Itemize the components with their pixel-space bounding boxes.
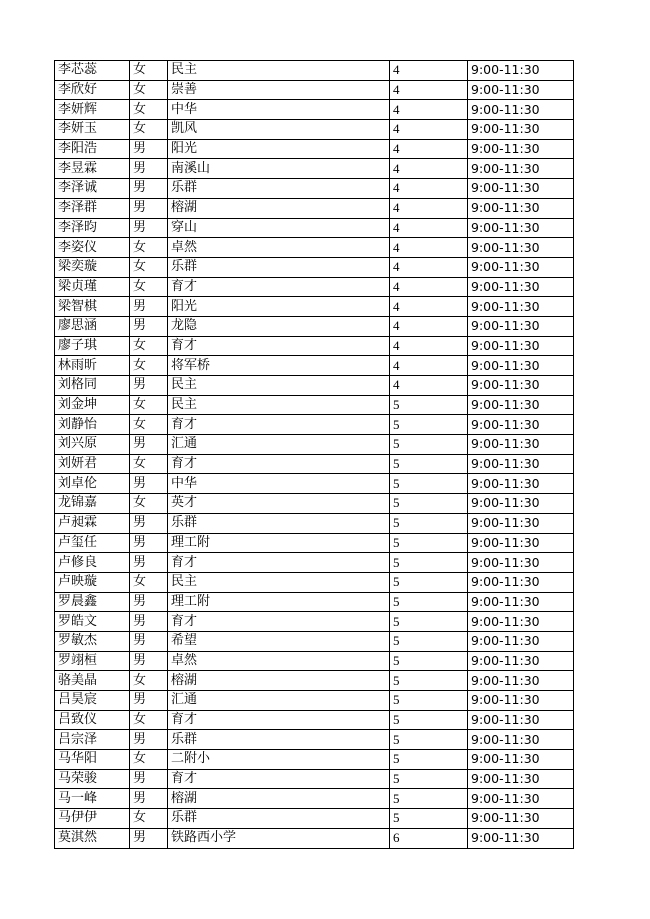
school-cell: 中华 [168,100,390,120]
student-roster-table [54,60,574,849]
school-cell: 育才 [168,415,390,435]
student-name-cell: 李泽诚 [55,179,130,199]
school-cell: 凯风 [168,120,390,140]
time-slot-cell: 9:00-11:30 [468,671,574,691]
grade-cell: 5 [390,415,468,435]
time-slot-cell: 9:00-11:30 [468,533,574,553]
gender-cell: 男 [130,159,168,179]
time-slot-cell: 9:00-11:30 [468,474,574,494]
grade-cell: 5 [390,769,468,789]
student-name-cell: 刘兴原 [55,435,130,455]
student-name-cell: 李泽群 [55,198,130,218]
student-name-cell: 廖思涵 [55,316,130,336]
school-cell: 育才 [168,612,390,632]
grade-cell: 4 [390,100,468,120]
student-name-cell: 卢修良 [55,553,130,573]
table-row [55,395,574,415]
time-slot-cell: 9:00-11:30 [468,179,574,199]
school-cell: 英才 [168,494,390,514]
gender-cell: 男 [130,789,168,809]
student-name-cell: 廖子琪 [55,336,130,356]
grade-cell: 5 [390,435,468,455]
time-slot-cell: 9:00-11:30 [468,139,574,159]
school-cell: 乐群 [168,809,390,829]
grade-cell: 4 [390,257,468,277]
gender-cell: 女 [130,494,168,514]
school-cell: 乐群 [168,179,390,199]
time-slot-cell: 9:00-11:30 [468,395,574,415]
student-name-cell: 马伊伊 [55,809,130,829]
table-row [55,474,574,494]
grade-cell: 5 [390,809,468,829]
grade-cell: 5 [390,789,468,809]
school-cell: 民主 [168,376,390,396]
grade-cell: 5 [390,691,468,711]
table-row [55,513,574,533]
grade-cell: 4 [390,218,468,238]
gender-cell: 女 [130,809,168,829]
table-row [55,139,574,159]
time-slot-cell: 9:00-11:30 [468,750,574,770]
gender-cell: 女 [130,710,168,730]
gender-cell: 女 [130,671,168,691]
table-row [55,691,574,711]
school-cell: 阳光 [168,139,390,159]
grade-cell: 4 [390,316,468,336]
student-name-cell: 罗晨鑫 [55,592,130,612]
table-row [55,376,574,396]
student-name-cell: 刘金坤 [55,395,130,415]
grade-cell: 4 [390,277,468,297]
time-slot-cell: 9:00-11:30 [468,513,574,533]
time-slot-cell: 9:00-11:30 [468,218,574,238]
student-name-cell: 卢映璇 [55,572,130,592]
time-slot-cell: 9:00-11:30 [468,691,574,711]
time-slot-cell: 9:00-11:30 [468,238,574,258]
time-slot-cell: 9:00-11:30 [468,454,574,474]
time-slot-cell: 9:00-11:30 [468,572,574,592]
school-cell: 希望 [168,631,390,651]
gender-cell: 男 [130,435,168,455]
time-slot-cell: 9:00-11:30 [468,553,574,573]
time-slot-cell: 9:00-11:30 [468,415,574,435]
grade-cell: 4 [390,80,468,100]
gender-cell: 男 [130,769,168,789]
table-row [55,356,574,376]
gender-cell: 男 [130,533,168,553]
table-row [55,257,574,277]
time-slot-cell: 9:00-11:30 [468,631,574,651]
time-slot-cell: 9:00-11:30 [468,612,574,632]
gender-cell: 男 [130,730,168,750]
time-slot-cell: 9:00-11:30 [468,730,574,750]
school-cell: 理工附 [168,533,390,553]
gender-cell: 男 [130,179,168,199]
table-row [55,198,574,218]
gender-cell: 女 [130,277,168,297]
gender-cell: 女 [130,61,168,81]
table-row [55,809,574,829]
grade-cell: 4 [390,376,468,396]
grade-cell: 4 [390,120,468,140]
grade-cell: 4 [390,297,468,317]
gender-cell: 男 [130,139,168,159]
school-cell: 榕湖 [168,198,390,218]
school-cell: 穿山 [168,218,390,238]
gender-cell: 男 [130,474,168,494]
table-row [55,533,574,553]
school-cell: 汇通 [168,691,390,711]
student-name-cell: 刘卓伦 [55,474,130,494]
school-cell: 乐群 [168,513,390,533]
table-row [55,61,574,81]
table-row [55,553,574,573]
table-row [55,828,574,848]
school-cell: 育才 [168,336,390,356]
school-cell: 育才 [168,277,390,297]
grade-cell: 5 [390,494,468,514]
gender-cell: 女 [130,750,168,770]
school-cell: 榕湖 [168,671,390,691]
grade-cell: 5 [390,553,468,573]
student-name-cell: 梁智棋 [55,297,130,317]
grade-cell: 4 [390,336,468,356]
gender-cell: 男 [130,376,168,396]
grade-cell: 5 [390,651,468,671]
gender-cell: 女 [130,336,168,356]
table-row [55,789,574,809]
gender-cell: 女 [130,356,168,376]
time-slot-cell: 9:00-11:30 [468,651,574,671]
student-name-cell: 李昱霖 [55,159,130,179]
gender-cell: 女 [130,120,168,140]
student-name-cell: 李泽昀 [55,218,130,238]
student-name-cell: 刘格同 [55,376,130,396]
grade-cell: 5 [390,474,468,494]
gender-cell: 女 [130,572,168,592]
grade-cell: 5 [390,592,468,612]
time-slot-cell: 9:00-11:30 [468,356,574,376]
student-name-cell: 马荣骏 [55,769,130,789]
student-name-cell: 罗翊桓 [55,651,130,671]
time-slot-cell: 9:00-11:30 [468,100,574,120]
student-name-cell: 骆美晶 [55,671,130,691]
table-row [55,651,574,671]
time-slot-cell: 9:00-11:30 [468,376,574,396]
student-name-cell: 吕致仪 [55,710,130,730]
gender-cell: 男 [130,218,168,238]
grade-cell: 4 [390,139,468,159]
school-cell: 阳光 [168,297,390,317]
table-row [55,710,574,730]
grade-cell: 6 [390,828,468,848]
grade-cell: 4 [390,238,468,258]
school-cell: 崇善 [168,80,390,100]
grade-cell: 5 [390,631,468,651]
gender-cell: 女 [130,454,168,474]
student-name-cell: 吕宗泽 [55,730,130,750]
grade-cell: 5 [390,671,468,691]
grade-cell: 4 [390,159,468,179]
student-name-cell: 梁奕璇 [55,257,130,277]
grade-cell: 4 [390,198,468,218]
school-cell: 民主 [168,572,390,592]
time-slot-cell: 9:00-11:30 [468,336,574,356]
table-row [55,238,574,258]
school-cell: 育才 [168,769,390,789]
school-cell: 二附小 [168,750,390,770]
student-name-cell: 李妍玉 [55,120,130,140]
table-row [55,454,574,474]
student-name-cell: 马一峰 [55,789,130,809]
table-row [55,572,574,592]
student-name-cell: 卢昶霖 [55,513,130,533]
student-name-cell: 梁贞瑾 [55,277,130,297]
time-slot-cell: 9:00-11:30 [468,257,574,277]
time-slot-cell: 9:00-11:30 [468,710,574,730]
school-cell: 乐群 [168,257,390,277]
time-slot-cell: 9:00-11:30 [468,297,574,317]
school-cell: 榕湖 [168,789,390,809]
time-slot-cell: 9:00-11:30 [468,80,574,100]
school-cell: 育才 [168,454,390,474]
student-name-cell: 罗敏杰 [55,631,130,651]
gender-cell: 男 [130,592,168,612]
school-cell: 民主 [168,395,390,415]
grade-cell: 5 [390,513,468,533]
school-cell: 理工附 [168,592,390,612]
table-row [55,769,574,789]
table-row [55,336,574,356]
student-name-cell: 莫淇然 [55,828,130,848]
table-row [55,435,574,455]
student-name-cell: 李欣好 [55,80,130,100]
school-cell: 卓然 [168,238,390,258]
grade-cell: 5 [390,572,468,592]
gender-cell: 男 [130,513,168,533]
gender-cell: 男 [130,651,168,671]
grade-cell: 5 [390,730,468,750]
school-cell: 龙隐 [168,316,390,336]
school-cell: 中华 [168,474,390,494]
table-row [55,494,574,514]
table-row [55,100,574,120]
grade-cell: 5 [390,750,468,770]
gender-cell: 女 [130,80,168,100]
school-cell: 南溪山 [168,159,390,179]
grade-cell: 5 [390,612,468,632]
school-cell: 民主 [168,61,390,81]
student-name-cell: 卢玺任 [55,533,130,553]
gender-cell: 男 [130,612,168,632]
table-row [55,592,574,612]
table-body [55,61,574,849]
gender-cell: 女 [130,257,168,277]
gender-cell: 男 [130,553,168,573]
table-row [55,277,574,297]
gender-cell: 男 [130,198,168,218]
gender-cell: 男 [130,828,168,848]
student-name-cell: 吕昊宸 [55,691,130,711]
table-row [55,730,574,750]
table-row [55,179,574,199]
time-slot-cell: 9:00-11:30 [468,277,574,297]
school-cell: 将军桥 [168,356,390,376]
gender-cell: 女 [130,100,168,120]
student-name-cell: 李妍辉 [55,100,130,120]
table-row [55,671,574,691]
table-row [55,120,574,140]
table-row [55,612,574,632]
table-row [55,159,574,179]
student-name-cell: 李芯蕊 [55,61,130,81]
grade-cell: 5 [390,533,468,553]
time-slot-cell: 9:00-11:30 [468,809,574,829]
school-cell: 育才 [168,710,390,730]
student-name-cell: 李阳浩 [55,139,130,159]
time-slot-cell: 9:00-11:30 [468,316,574,336]
school-cell: 铁路西小学 [168,828,390,848]
time-slot-cell: 9:00-11:30 [468,494,574,514]
table-row [55,218,574,238]
school-cell: 育才 [168,553,390,573]
gender-cell: 男 [130,316,168,336]
school-cell: 卓然 [168,651,390,671]
table-row [55,750,574,770]
gender-cell: 男 [130,297,168,317]
student-name-cell: 林雨昕 [55,356,130,376]
student-name-cell: 马华阳 [55,750,130,770]
grade-cell: 5 [390,710,468,730]
time-slot-cell: 9:00-11:30 [468,198,574,218]
grade-cell: 4 [390,61,468,81]
time-slot-cell: 9:00-11:30 [468,769,574,789]
gender-cell: 女 [130,415,168,435]
gender-cell: 男 [130,691,168,711]
time-slot-cell: 9:00-11:30 [468,789,574,809]
gender-cell: 女 [130,395,168,415]
grade-cell: 4 [390,356,468,376]
time-slot-cell: 9:00-11:30 [468,120,574,140]
student-name-cell: 李姿仪 [55,238,130,258]
table-row [55,297,574,317]
grade-cell: 5 [390,454,468,474]
student-name-cell: 刘静怡 [55,415,130,435]
table-row [55,631,574,651]
time-slot-cell: 9:00-11:30 [468,435,574,455]
grade-cell: 4 [390,179,468,199]
gender-cell: 男 [130,631,168,651]
school-cell: 乐群 [168,730,390,750]
grade-cell: 5 [390,395,468,415]
time-slot-cell: 9:00-11:30 [468,61,574,81]
time-slot-cell: 9:00-11:30 [468,159,574,179]
time-slot-cell: 9:00-11:30 [468,592,574,612]
table-row [55,415,574,435]
school-cell: 汇通 [168,435,390,455]
student-name-cell: 龙锦嘉 [55,494,130,514]
student-name-cell: 罗皓文 [55,612,130,632]
table-row [55,80,574,100]
gender-cell: 女 [130,238,168,258]
student-name-cell: 刘妍君 [55,454,130,474]
time-slot-cell: 9:00-11:30 [468,828,574,848]
table-row [55,316,574,336]
